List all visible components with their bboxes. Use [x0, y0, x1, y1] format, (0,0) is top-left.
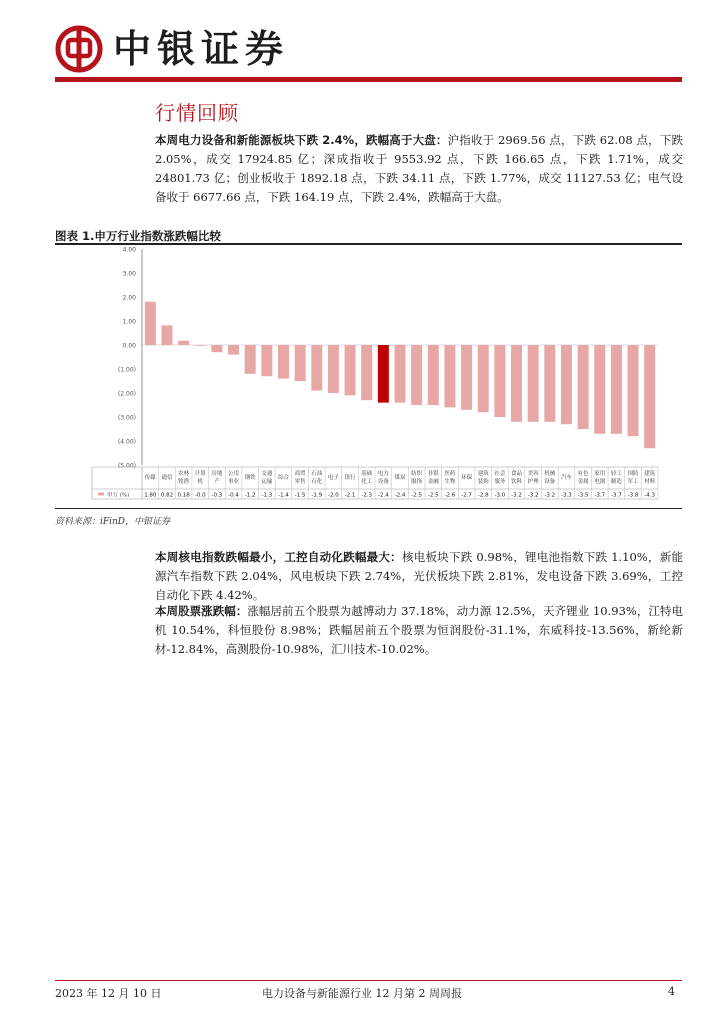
y-tick-label: (1.00) — [117, 366, 136, 374]
category-label: 商贸 — [294, 471, 306, 477]
category-label: 医药 — [444, 471, 456, 477]
category-label: 建筑 — [644, 471, 656, 477]
category-label: 综合 — [277, 475, 289, 481]
value-label: -2.3 — [361, 492, 373, 499]
bar — [578, 345, 589, 429]
sub-index-paragraph — [155, 548, 683, 605]
category-label: 公用 — [228, 471, 240, 477]
y-tick-label: (3.00) — [117, 414, 136, 422]
value-label: -3.0 — [494, 492, 506, 499]
figure-source: 资料来源：iFinD，中银证券 — [55, 517, 171, 527]
category-label: 事业 — [228, 479, 240, 485]
category-label: 生物 — [444, 479, 456, 485]
chart-data-table — [92, 467, 658, 499]
category-label: 食品 — [511, 471, 523, 477]
bank-logo-icon — [55, 25, 103, 73]
category-label: 房地 — [211, 471, 223, 477]
value-label: -3.2 — [511, 492, 522, 499]
bar — [345, 345, 356, 395]
value-label: -3.3 — [561, 492, 572, 499]
category-label: 护理 — [527, 479, 539, 485]
bar — [311, 345, 322, 391]
bar — [228, 345, 239, 355]
bar — [511, 345, 522, 422]
bar — [378, 345, 389, 403]
y-tick-label: (2.00) — [117, 390, 136, 398]
category-label: 军工 — [627, 479, 639, 485]
category-label: 有色 — [577, 471, 589, 477]
section-title: 行情回顾 — [155, 101, 239, 125]
bar — [361, 345, 372, 400]
category-label: 轻工 — [610, 471, 622, 477]
category-label: 基础 — [361, 471, 373, 477]
y-tick-label: (5.00) — [117, 462, 136, 470]
industry-change-bar-chart — [55, 245, 682, 507]
figure-rule-bottom — [55, 508, 682, 509]
value-label: -0.3 — [211, 492, 223, 499]
value-label: -0.4 — [228, 492, 239, 499]
y-tick-label: 2.00 — [122, 294, 136, 302]
category-label: 设备 — [544, 479, 556, 485]
figure-title: 图表 1.申万行业指数涨跌幅比较 — [55, 229, 221, 243]
footer-rule — [55, 980, 682, 981]
category-label: 交通 — [261, 471, 273, 477]
category-label: 材料 — [644, 479, 656, 485]
category-label: 建筑 — [477, 471, 489, 477]
footer-page-number: 4 — [668, 985, 675, 998]
category-label: 农林 — [178, 471, 190, 477]
stock-movers-lead: 本周股票涨跌幅： — [155, 604, 248, 618]
market-summary-paragraph — [155, 131, 683, 207]
bar — [261, 345, 272, 376]
bar — [644, 345, 655, 448]
value-label: -2.5 — [411, 492, 423, 499]
header-logo — [55, 22, 289, 76]
category-label: 家用 — [594, 471, 606, 477]
value-label: -2.8 — [477, 492, 489, 499]
bar — [395, 345, 406, 403]
legend-swatch — [98, 493, 104, 496]
category-label: 非银 — [427, 471, 439, 477]
category-label: 设备 — [377, 479, 389, 485]
value-label: -2.0 — [328, 492, 339, 499]
category-label: 化工 — [361, 479, 373, 485]
value-label: -2.5 — [427, 492, 439, 499]
market-summary-body: 沪指收于 2969.56 点，下跌 62.08 点，下跌 2.05%，成交 17924.85 亿；深成指收于 9553.92 点，下跌 166.65 点，下跌 1.71%，成交 24801.73 亿；创业板收于 1892.18 点，下跌 34.11 点，下跌 1.77%，成交 11127.53 亿；电气设备收于 6677.66 点，下跌 164.19 点，下跌 2.4%，跌幅高于大盘。 — [155, 133, 683, 204]
bar — [195, 345, 206, 346]
category-label: 石油 — [311, 471, 323, 477]
value-label: -2.6 — [444, 492, 456, 499]
table-row-label: 申万 (%) — [107, 492, 130, 499]
category-label: 电力 — [377, 471, 389, 477]
bar — [494, 345, 505, 417]
brand-name: 中银证券 — [113, 26, 290, 71]
category-label: 零售 — [294, 479, 306, 485]
category-label: 饮料 — [511, 479, 523, 485]
bar — [444, 345, 455, 407]
bar — [145, 302, 156, 345]
sub-index-lead: 本周核电指数跌幅最小，工控自动化跌幅最大： — [155, 550, 402, 564]
footer-report-title: 电力设备与新能源行业 12 月第 2 周周报 — [262, 987, 462, 1000]
y-tick-label: (4.00) — [117, 438, 136, 446]
y-tick-label: 0.00 — [122, 342, 136, 350]
value-label: -2.7 — [461, 492, 472, 499]
value-label: -1.3 — [261, 492, 273, 499]
value-label: -0.0 — [194, 492, 206, 499]
value-label: 0.18 — [177, 492, 190, 499]
bar — [544, 345, 555, 422]
bar — [461, 345, 472, 410]
value-label: -3.7 — [594, 492, 606, 499]
category-label: 银行 — [344, 475, 356, 481]
category-label: 产 — [214, 479, 220, 485]
chart-bars — [145, 302, 655, 448]
bar — [295, 345, 306, 381]
category-label: 装饰 — [477, 479, 489, 485]
bar — [328, 345, 339, 393]
category-label: 电子 — [327, 475, 339, 481]
category-label: 国防 — [627, 471, 639, 477]
category-label: 运输 — [261, 479, 273, 485]
category-label: 石化 — [311, 479, 323, 485]
header-rule — [55, 77, 682, 82]
value-label: -4.3 — [644, 492, 656, 499]
bar — [411, 345, 422, 405]
category-label: 美容 — [527, 471, 539, 477]
category-label: 服饰 — [411, 479, 423, 485]
value-label: -3.2 — [544, 492, 556, 499]
value-label: 0.82 — [160, 492, 174, 499]
value-label: -2.4 — [394, 492, 406, 499]
category-label: 环保 — [461, 475, 473, 481]
category-label: 煤炭 — [394, 475, 406, 481]
value-label: -1.4 — [278, 492, 289, 499]
value-label: -1.5 — [294, 492, 306, 499]
value-label: -3.2 — [527, 492, 539, 499]
category-label: 机械 — [544, 471, 556, 477]
bar — [161, 325, 172, 345]
stock-movers-body: 涨幅居前五个股票为越博动力 37.18%，动力源 12.5%，天齐锂业 10.93%，江特电机 10.54%，科恒股份 8.98%；跌幅居前五个股票为恒润股份-31.1%，东威科技-13.56%，新纶新材-12.84%，高测股份-10.98%，汇川技术-10.02%。 — [155, 604, 683, 656]
value-label: -2.1 — [344, 492, 356, 499]
bar — [528, 345, 539, 422]
value-label: -1.9 — [311, 492, 323, 499]
category-label: 计算 — [194, 471, 206, 477]
value-label: -2.4 — [377, 492, 389, 499]
category-label: 机 — [197, 479, 204, 485]
market-summary-lead: 本周电力设备和新能源板块下跌 2.4%，跌幅高于大盘： — [155, 133, 448, 147]
category-label: 电器 — [594, 479, 606, 485]
bar — [478, 345, 489, 412]
category-label: 牧渔 — [178, 479, 190, 485]
bar — [178, 341, 189, 345]
y-tick-label: 1.00 — [122, 318, 136, 326]
category-label: 传媒 — [144, 475, 156, 481]
value-label: -3.7 — [611, 492, 622, 499]
bar — [245, 345, 256, 374]
sub-index-body: 核电板块下跌 0.98%，锂电池指数下跌 1.10%，新能源汽车指数下跌 2.04%，风电板块下跌 2.74%，光伏板块下跌 2.81%，发电设备下跌 3.69%，工控自动化下跌 4.42%。 — [155, 550, 684, 602]
bar — [211, 345, 222, 352]
category-label: 钢铁 — [244, 475, 256, 481]
value-label: 1.80 — [144, 492, 157, 499]
bar — [594, 345, 605, 434]
category-label: 制造 — [610, 479, 622, 485]
y-tick-label: 4.00 — [122, 246, 136, 254]
bar — [561, 345, 572, 424]
value-label: -3.5 — [577, 492, 589, 499]
category-label: 服务 — [494, 479, 506, 485]
category-label: 通信 — [161, 475, 173, 481]
footer-date: 2023 年 12 月 10 日 — [55, 987, 162, 1000]
bar — [278, 345, 289, 379]
category-label: 纺织 — [411, 471, 423, 477]
value-label: -3.8 — [627, 492, 639, 499]
category-label: 社会 — [494, 471, 506, 477]
stock-movers-paragraph — [155, 602, 683, 659]
bar — [611, 345, 622, 434]
category-label: 汽车 — [560, 475, 572, 481]
bar — [428, 345, 439, 405]
value-label: -1.2 — [244, 492, 256, 499]
bar — [628, 345, 639, 436]
category-label: 金融 — [427, 479, 439, 485]
category-label: 金属 — [577, 479, 589, 485]
y-tick-label: 3.00 — [122, 270, 136, 278]
